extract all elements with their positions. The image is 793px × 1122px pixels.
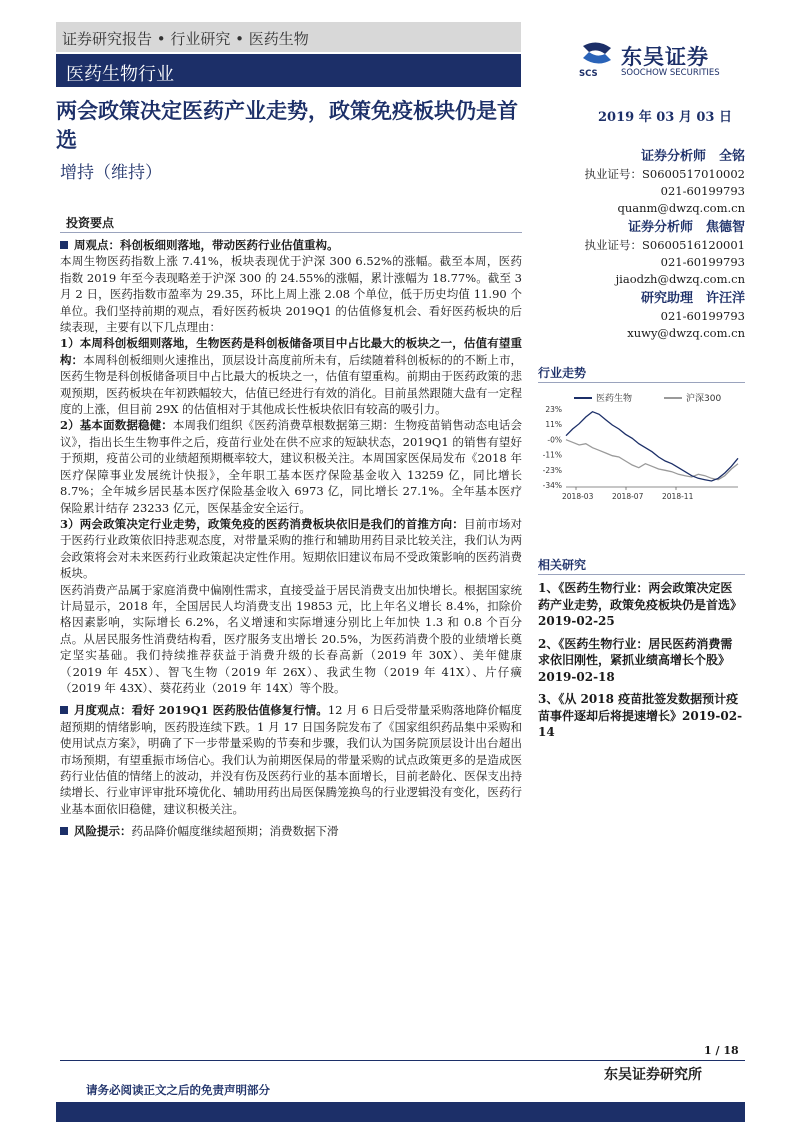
risk-warning: [60, 823, 522, 839]
report-title: 两会政策决定医药产业走势，政策免疫板块仍是首选: [56, 98, 518, 152]
bullet-square-icon: [60, 706, 68, 714]
risk-head: 风险提示：: [74, 824, 132, 839]
trend-chart-svg: [538, 387, 745, 507]
disclaimer: 请务必阅读正文之后的免责声明部分: [86, 1083, 270, 1097]
analyst-3-phone: 021-60199793: [660, 309, 745, 323]
risk-body: 药品降价幅度继续超预期；消费数据下滑: [131, 824, 339, 839]
logo-cn: 东吴证券: [621, 45, 709, 69]
analyst-1-role: 证券分析师 全铭: [640, 149, 745, 164]
reason-1-head: 1）本周科创板细则落地，生物医药是科创板储备项目中占比最大的板块之一，估值有望重构：: [60, 336, 522, 367]
related-heading: 相关研究: [538, 558, 587, 572]
footer-org: 东吴证券研究所: [604, 1067, 702, 1083]
y-tick-label: 23%: [545, 405, 562, 414]
related-item[interactable]: 1、《医药生物行业：两会政策决定医药产业走势，政策免疫板块仍是首选》2019-02-25: [538, 581, 743, 628]
analyst-2-phone: 021-60199793: [660, 255, 745, 269]
legend-label: 医药生物: [596, 394, 633, 404]
series-line-沪深300: [566, 440, 738, 480]
summary-divider: [60, 232, 522, 233]
logo-en: SOOCHOW SECURITIES: [621, 68, 720, 78]
bullet-square-icon: [60, 827, 68, 835]
industry-label: 医药生物行业: [66, 64, 174, 85]
y-tick-label: -0%: [547, 435, 562, 445]
analyst-2-license: 执业证号：S0600516120001: [584, 238, 745, 252]
analyst-3-role: 研究助理 许汪洋: [640, 291, 745, 306]
weekly-view-head: 周观点：科创板细则落地，带动医药行业估值重构。: [74, 238, 339, 252]
y-tick-label: 11%: [545, 420, 562, 430]
footer-bar: [56, 1102, 745, 1122]
footer-divider: [60, 1060, 745, 1061]
related-divider: [538, 574, 745, 575]
page-number: 1 / 18: [704, 1044, 739, 1057]
analyst-1-email[interactable]: quanm@dwzq.com.cn: [617, 201, 745, 215]
x-tick-label: 2018-03: [562, 492, 594, 501]
legend-label: 沪深300: [686, 394, 722, 404]
monthly-view-head: 月度观点：看好 2019Q1 医药股估值修复行情。: [74, 703, 328, 718]
reason-1: [60, 335, 522, 417]
analyst-1-phone: 021-60199793: [660, 184, 745, 198]
related-item[interactable]: 2、《医药生物行业：居民医药消费需求依旧刚性，紧抓业绩高增长个股》2019-02-18: [538, 636, 733, 684]
related-item[interactable]: 3、《从 2018 疫苗批签发数据预计疫苗事件逐却后将提速增长》2019-02-14: [538, 692, 743, 739]
related-list: [538, 580, 743, 747]
report-date: 2019 年 03 月 03 日: [598, 110, 732, 125]
y-tick-label: -23%: [542, 465, 562, 475]
series-line-医药生物: [566, 412, 738, 481]
weekly-view: [60, 237, 522, 253]
chart-divider: [538, 382, 745, 383]
reason-3-body2: 医药消费产品属于家庭消费中偏刚性需求，直接受益于居民消费支出加快增长。根据国家统计局显示，2018 年，全国居民人均消费支出 19853 元，比上年名义增长 8.4%，扣除价格因素影响，实际增长 6.2%，名义增速和实际增速分别比上年加快 1.3 和 0.8 个百分点。从居民服务性消费结构看，医疗服务支出增长 20.5%，为医药消费个股的业绩增长奠定坚实基础。我们持续推荐获益于消费升级的长春高新（2019 年 30X）、美年健康（2019 年 45X）、智飞生物（2019 年 26X）、我武生物（2019 年 41X）、片仔癀（2019 年 43X）、葵花药业（2019 年 14X）等个股。: [60, 582, 522, 695]
reason-1-body: 本周科创板细则火速推出，顶层设计高度前所未有，后续随着科创板标的的不断上市，医药生物是科创板储备项目中占比最大的板块之一，估值有望重构。前期由于医药政策的悲观预期，医药板块在年初跌幅较大，估值已经进行有效的消化。目前虽然跟随大盘有一定程度的上涨，但目前 29X 的估值相对于其他成长性板块依旧有较高的吸引力。: [60, 352, 523, 417]
reason-3: [60, 516, 522, 582]
reason-2-head: 2）基本面数据稳健：: [60, 418, 173, 433]
x-tick-label: 2018-11: [662, 492, 694, 501]
reason-2: [60, 417, 522, 515]
x-tick-label: 2018-07: [612, 492, 644, 501]
reason-2-body: 本周我们组织《医药消费草根数据第三期：生物疫苗销售动态电话会议》，指出长生生物事件之后，疫苗行业处在供不应求的短缺状态，2019Q1 的销售有望好于预期，疫苗公司的业绩超预期概率较大，建议积极关注。本周国家医保局发布《2018 年医疗保障事业发展统计快报》，全年职工基本医疗保险基金收入 13259 亿，同比增长 8.7%；全年城乡居民基本医疗保险基金收入 6973 亿，同比增长 27.1%。全年基本医疗保险累计结存 23233 亿元，医保基金安全运行。: [60, 418, 522, 515]
analyst-panel: [560, 146, 745, 342]
y-tick-label: -11%: [542, 450, 562, 460]
analyst-2-role: 证券分析师 焦德智: [627, 220, 745, 235]
y-tick-label: -34%: [542, 481, 562, 490]
reason-3-head: 3）两会政策决定行业走势，政策免疫的医药消费板块依旧是我们的首推方向：: [60, 516, 464, 531]
rating: 增持（维持）: [60, 163, 162, 183]
monthly-view: [60, 702, 522, 817]
monthly-view-body: 12 月 6 日后受带量采购落地降价幅度超预期的情绪影响，医药股连续下跌。1 月 17 日国务院发布了《国家组织药品集中采购和使用试点方案》，明确了下一步带量采购的节奏和步骤，我们认为国务院顶层设计出台超出市场预期，有望重振市场信心。我们认为前期医保局的带量采购的试点政策更多的是造成医药行业估值的情绪上的波动，并没有伤及医药行业的基本面增长，目前老龄化、医保支出持续增长、行业审评审批环境优化、辅助用药出局医保腾笼换鸟的行业逻辑没有变化，医药行业基本面依旧稳健，建议积极关注。: [60, 703, 522, 816]
analyst-3-email[interactable]: xuwy@dwzq.com.cn: [627, 326, 745, 340]
chart-heading: 行业走势: [538, 366, 587, 380]
industry-band: [56, 54, 521, 87]
summary-body: [60, 237, 522, 840]
logo-mark-icon: [577, 40, 617, 82]
industry-trend-chart: [538, 387, 745, 507]
summary-heading: 投资要点: [66, 216, 115, 230]
weekly-view-body: 本周生物医药指数上涨 7.41%，板块表现优于沪深 300 6.52%的涨幅。截至本周，医药指数 2019 年至今表现略差于沪深 300 的 24.55%的涨幅，累计涨幅为 18.77%。截至 3 月 2 日，医药指数市盈率为 29.35，环比上周上涨 2.08 个单位，低于历史均值 11.90 个单位。我们坚持前期的观点，看好医药板块 2019Q1 的估值修复机会、看好医药板块的后续表现，主要有以下几点理由：: [60, 254, 522, 335]
analyst-2-email[interactable]: jiaodzh@dwzq.com.cn: [615, 272, 745, 286]
reason-3-body: 目前市场对于医药行业政策依旧持悲观态度，对带量采购的推行和辅助用药目录比较关注，我们认为两会政策将会对未来医药行业政策起决定性作用。短期依旧建议布局不受政策影响的医药消费板块。: [60, 516, 523, 581]
header-breadcrumb-bar: [56, 22, 521, 52]
breadcrumb: 证券研究报告 • 行业研究 • 医药生物: [62, 30, 309, 48]
bullet-square-icon: [60, 241, 68, 249]
analyst-1-license: 执业证号：S0600517010002: [584, 167, 745, 181]
company-logo: [577, 40, 747, 82]
logo-mark-text: SCS: [579, 69, 598, 79]
